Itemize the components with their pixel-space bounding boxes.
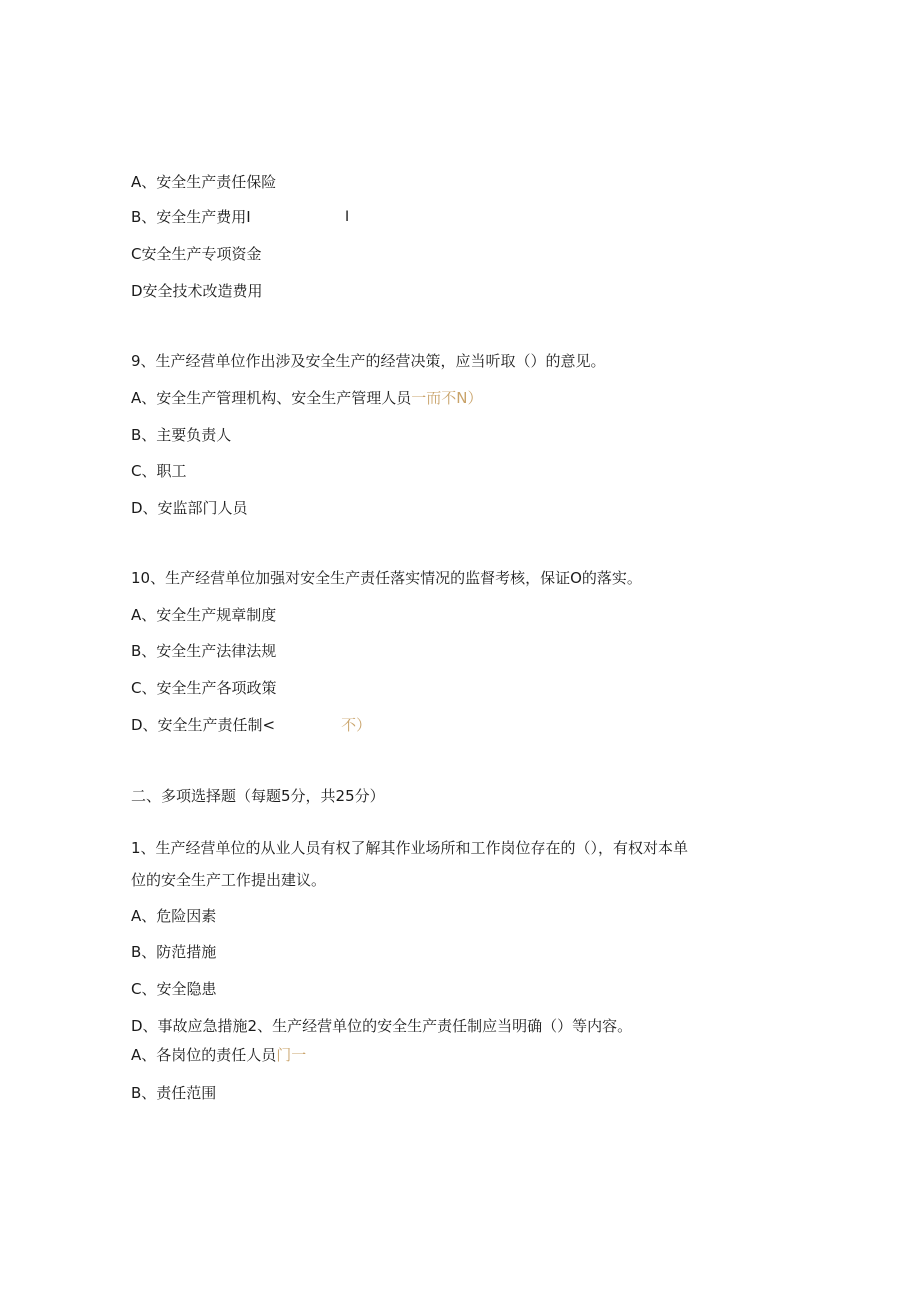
mq1-option-c: C、安全隐患 [131, 980, 217, 998]
mq1-option-d-mq2-question: D、事故应急措施2、生产经营单位的安全生产责任制应当明确（）等内容。 [131, 1017, 633, 1035]
q8-option-c: C安全生产专项资金 [131, 245, 262, 263]
q9-option-c: C、职工 [131, 462, 187, 480]
q8-option-b: B、安全生产费用I [131, 208, 251, 226]
mq1-option-a: A、危险因素 [131, 907, 217, 925]
mq2-option-a: A、各岗位的责任人员门一 [131, 1046, 307, 1064]
q10-option-d: D、安全生产责任制< 不） [131, 716, 372, 734]
faint-annotation: 一而不N） [411, 389, 483, 407]
mq2-option-b: B、责任范围 [131, 1084, 217, 1102]
mq1-question: 1、生产经营单位的从业人员有权了解其作业场所和工作岗位存在的（），有权对本单 [131, 839, 689, 857]
q9-question: 9、生产经营单位作出涉及安全生产的经营决策，应当听取（）的意见。 [131, 352, 606, 370]
faint-annotation: 门一 [276, 1046, 307, 1064]
section-heading: 二、多项选择题（每题5分，共25分） [131, 787, 385, 805]
q9-option-d: D、安监部门人员 [131, 499, 248, 517]
stray-mark: I [345, 209, 350, 225]
q10-option-b: B、安全生产法律法规 [131, 642, 277, 660]
q10-option-a: A、安全生产规章制度 [131, 606, 277, 624]
q8-option-a: A、安全生产责任保险 [131, 173, 277, 191]
mq1-option-b: B、防范措施 [131, 943, 217, 961]
q10-option-c: C、安全生产各项政策 [131, 679, 277, 697]
q9-option-a: A、安全生产管理机构、安全生产管理人员一而不N） [131, 389, 483, 407]
mq1-question-cont: 位的安全生产工作提出建议。 [131, 871, 327, 889]
q9-option-b: B、主要负责人 [131, 426, 232, 444]
q8-option-d: D安全技术改造费用 [131, 282, 263, 300]
q10-question: 10、生产经营单位加强对安全生产责任落实情况的监督考核，保证O的落实。 [131, 569, 642, 587]
faint-annotation: 不） [341, 716, 372, 734]
